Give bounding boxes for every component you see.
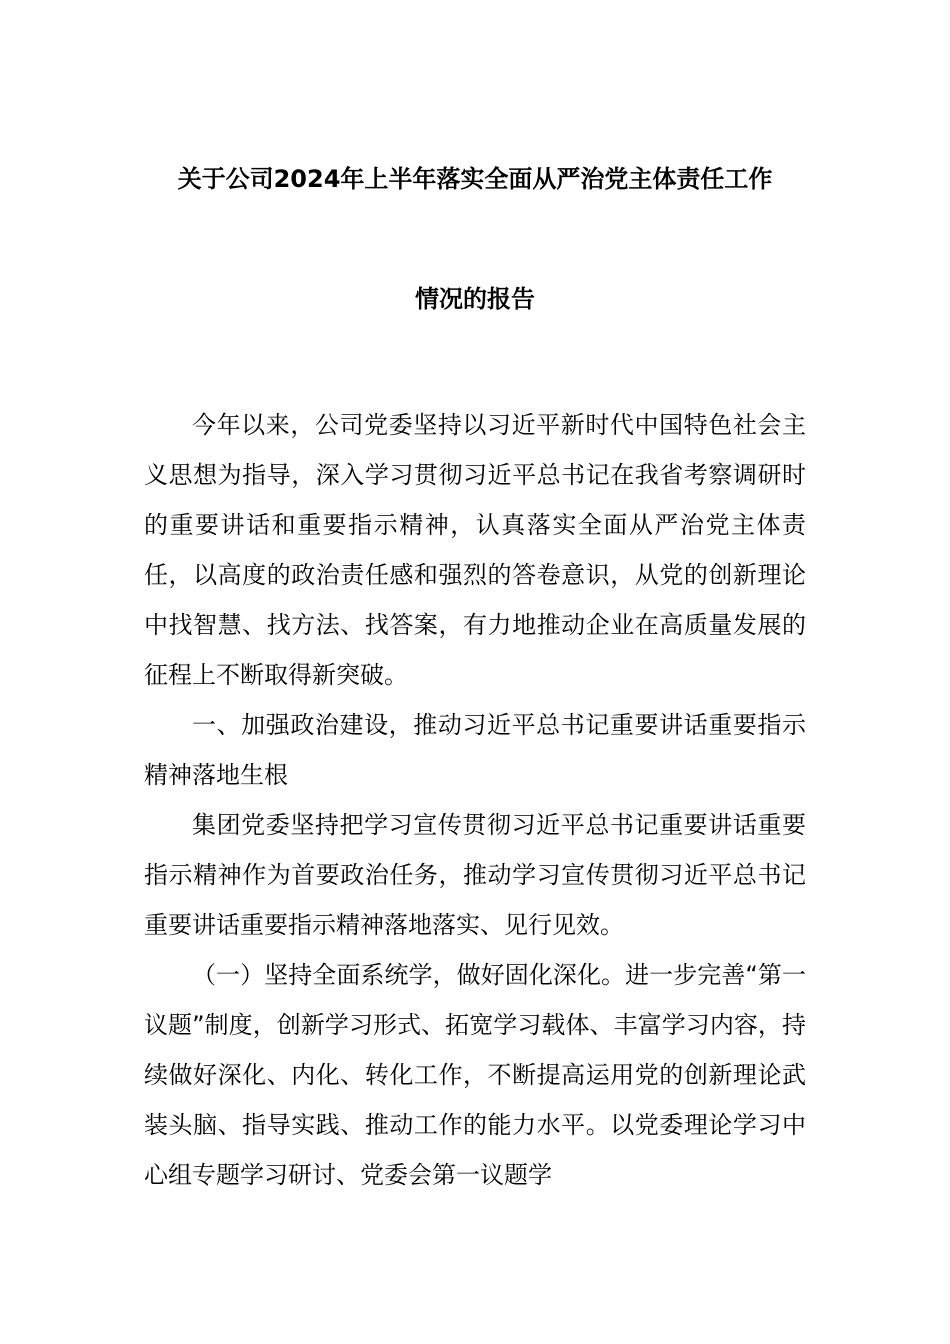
section-heading-1: 一、加强政治建设，推动习近平总书记重要讲话重要指示精神落地生根	[144, 711, 806, 789]
paragraph-section-1: 集团党委坚持把学习宣传贯彻习近平总书记重要讲话重要指示精神作为首要政治任务，推动学习宣传贯彻习近平总书记重要讲话重要指示精神落地落实、见行见效。	[144, 811, 806, 939]
document-body	[144, 400, 806, 1200]
paragraph-intro: 今年以来，公司党委坚持以习近平新时代中国特色社会主义思想为指导，深入学习贯彻习近平总书记在我省考察调研时的重要讲话和重要指示精神，认真落实全面从严治党主体责任，以高度的政治责任感和强烈的答卷意识，从党的创新理论中找智慧、找方法、找答案，有力地推动企业在高质量发展的征程上不断取得新突破。	[144, 411, 806, 689]
paragraph-subsection-1: （一）坚持全面系统学，做好固化深化。进一步完善“第一议题”制度，创新学习形式、拓宽学习载体、丰富学习内容，持续做好深化、内化、转化工作，不断提高运用党的创新理论武装头脑、指导实践、推动工作的能力水平。以党委理论学习中心组专题学习研讨、党委会第一议题学	[144, 961, 806, 1189]
document-title-line-2: 情况的报告	[415, 285, 535, 313]
document-title-line-1: 关于公司2024年上半年落实全面从严治党主体责任工作	[177, 165, 773, 193]
